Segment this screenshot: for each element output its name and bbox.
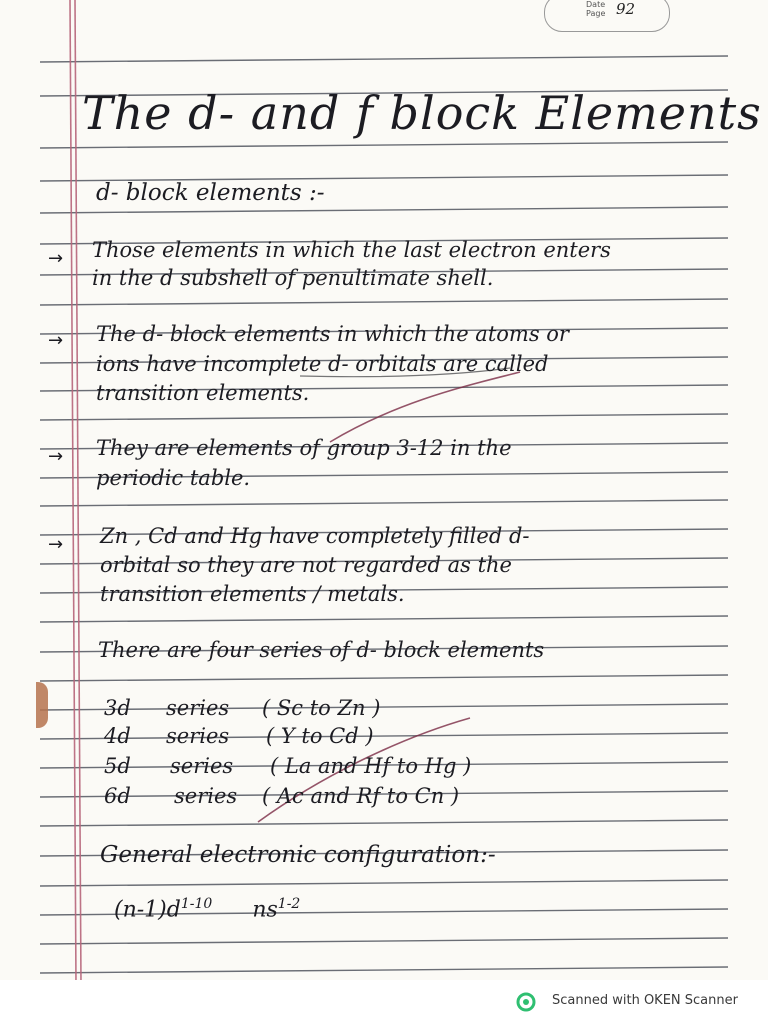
bullet-2-line-2: ions have incomplete d- orbitals are called <box>96 352 549 376</box>
series-range: ( Y to Cd ) <box>266 724 374 748</box>
bullet-1-line-2: in the d subshell of penultimate shell. <box>92 266 494 290</box>
config-sup-1: 1-10 <box>180 896 213 912</box>
page-title: The d- and f block Elements <box>82 86 762 140</box>
series-name: 5d <box>104 754 131 778</box>
page-number: 92 <box>616 0 636 18</box>
page-label: Page <box>586 9 606 18</box>
series-range: ( La and Hf to Hg ) <box>270 754 472 778</box>
bullet-4-line-3: transition elements / metals. <box>100 582 405 606</box>
series-word: series <box>166 724 230 748</box>
series-word: series <box>170 754 234 778</box>
bullet-3-line-1: They are elements of group 3-12 in the <box>96 436 512 460</box>
bullet-2-line-1: The d- block elements in which the atoms or <box>96 322 569 346</box>
oken-scanner-logo-icon <box>516 992 536 1012</box>
bullet-1-line-1: Those elements in which the last electron enters <box>92 238 611 262</box>
series-word: series <box>166 696 230 720</box>
bullet-arrow: → <box>48 534 64 555</box>
config-formula <box>114 896 300 922</box>
series-range: ( Ac and Rf to Cn ) <box>262 784 460 808</box>
config-sup-2: 1-2 <box>277 896 301 912</box>
series-name: 6d <box>104 784 131 808</box>
config-base-2: ns <box>252 897 278 923</box>
scanner-footer <box>0 980 768 1024</box>
thumb-shadow <box>36 682 48 728</box>
bullet-2-line-3: transition elements. <box>96 381 310 405</box>
config-heading: General electronic configuration:- <box>100 842 496 868</box>
bullet-4-line-2: orbital so they are not regarded as the <box>100 553 512 577</box>
series-name: 4d <box>104 724 131 748</box>
date-label: Date <box>586 0 606 9</box>
series-name: 3d <box>104 696 131 720</box>
series-intro: There are four series of d- block elements <box>98 638 545 662</box>
section-heading: d- block elements :- <box>96 180 325 206</box>
series-range: ( Sc to Zn ) <box>262 696 381 720</box>
bullet-arrow: → <box>48 446 64 467</box>
date-page-stamp <box>544 0 670 32</box>
bullet-3-line-2: periodic table. <box>96 466 251 490</box>
scanner-footer-text: Scanned with OKEN Scanner <box>552 993 738 1008</box>
bullet-4-line-1: Zn , Cd and Hg have completely filled d- <box>100 524 530 548</box>
config-base-1: (n-1)d <box>114 897 181 923</box>
bullet-arrow: → <box>48 330 64 351</box>
series-word: series <box>174 784 238 808</box>
bullet-arrow: → <box>48 248 64 269</box>
